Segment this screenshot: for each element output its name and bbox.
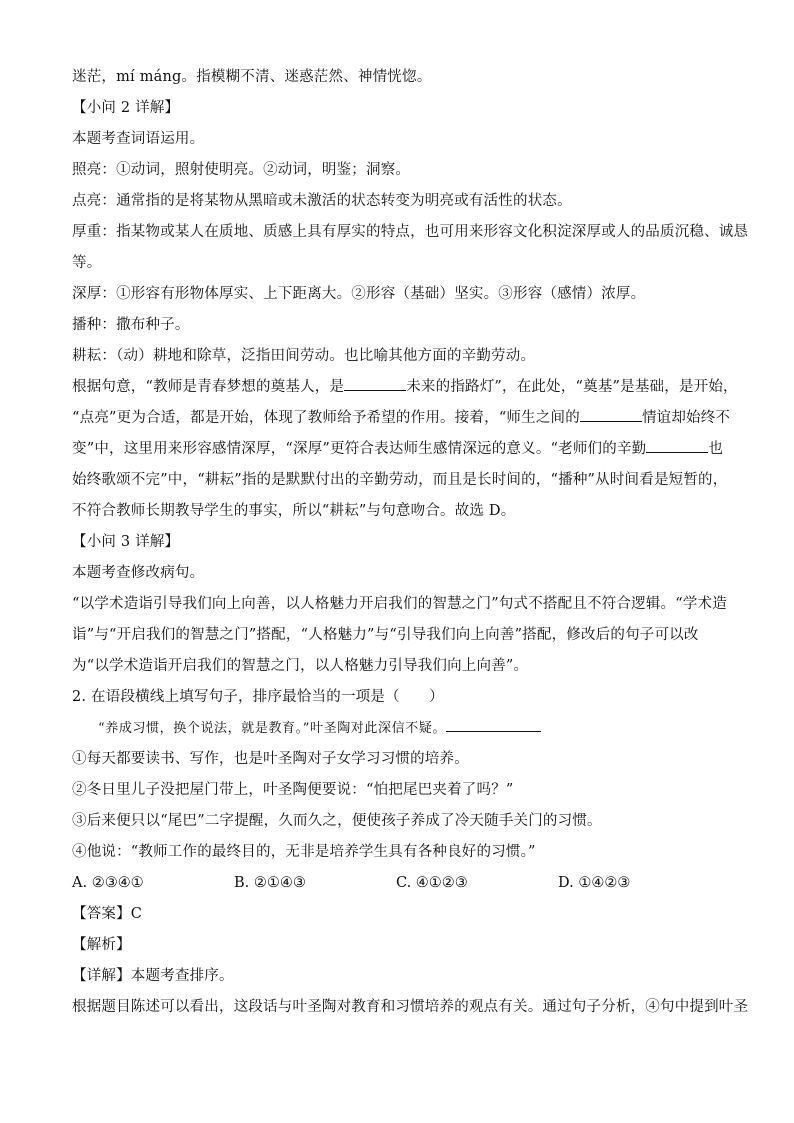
text-line: 深厚：①形容有形物体厚实、上下距离大。②形容（基础）坚实。③形容（感情）浓厚。 [72, 286, 646, 302]
fill-blank [580, 420, 642, 422]
text-segment: 根据句意，“教师是青春梦想的奠基人，是 [72, 379, 345, 395]
detail-heading: 【详解】本题考查排序。 [72, 968, 234, 984]
section-heading: 【小问 3 详解】 [72, 534, 180, 550]
text-line: 本题考查修改病句。 [72, 565, 205, 581]
answer-line: 【答案】C [72, 906, 143, 922]
text-line: “以学术造诣引导我们向上向善，以人格魅力开启我们的智慧之门”句式不搭配且不符合逻辑。“学术造 [72, 596, 727, 612]
option-d: D. ①④②③ [558, 875, 631, 891]
text-line: 本题考查词语运用。 [72, 131, 205, 147]
answer-options [72, 868, 732, 899]
option-b: B. ②①④③ [234, 875, 306, 891]
document-page [72, 62, 749, 1023]
text-line [72, 403, 732, 434]
text-line: 诣”与“开启我们的智慧之门”搭配，“人格魅力”与“引导我们向上向善”搭配，修改后的句子可以改 [72, 627, 699, 643]
text-line [72, 434, 732, 465]
text-line [72, 372, 738, 403]
text-segment: “点亮”更为合适，都是开始，体现了教师给予希望的作用。接着，“师生之间的 [72, 410, 580, 426]
analysis-heading: 【解析】 [72, 937, 131, 953]
text-line: 不符合教师长期教导学生的事实，所以“耕耘”与句意吻合。故选 D。 [72, 503, 516, 519]
passage-line [72, 713, 732, 744]
fill-blank [446, 730, 541, 732]
text-line: 根据题目陈述可以看出，这段话与叶圣陶对教育和习惯培养的观点有关。通过句子分析，④句中提到叶圣 [72, 999, 749, 1015]
fill-blank [646, 451, 708, 453]
text-line: 始终歌颂不完”中，“耕耘”指的是默默付出的辛勤劳动，而且是长时间的，“播种”从时间看是短暂的， [72, 472, 728, 488]
sentence-4: ④他说：“教师工作的最终目的，无非是培养学生具有各种良好的习惯。” [72, 844, 536, 860]
text-segment: “养成习惯，换个说法，就是教育。”叶圣陶对此深信不疑。 [98, 721, 446, 736]
option-a: A. ②③④① [72, 875, 144, 891]
text-line: 迷茫，mí máng。指模糊不清、迷惑茫然、神情恍惚。 [72, 69, 432, 85]
option-c: C. ④①②③ [396, 875, 468, 891]
section-heading: 【小问 2 详解】 [72, 100, 180, 116]
text-segment: 变”中，这里用来形容感情深厚，“深厚”更符合表达师生感情深远的意义。“老师们的辛勤 [72, 441, 647, 457]
text-line: 等。 [72, 255, 102, 271]
fill-blank [344, 389, 406, 391]
sentence-3: ③后来便只以“尾巴”二字提醒，久而久之，便使孩子养成了冷天随手关门的习惯。 [72, 813, 602, 829]
text-line: 播种：撒布种子。 [72, 317, 190, 333]
text-line: 厚重：指某物或某人在质地、质感上具有厚实的特点，也可用来形容文化积淀深厚或人的品质沉稳、诚恳 [72, 224, 749, 240]
question-stem: 2. 在语段横线上填写句子，排序最恰当的一项是（ ） [72, 689, 444, 705]
text-line: 照亮：①动词，照射使明亮。②动词，明鉴；洞察。 [72, 162, 411, 178]
sentence-1: ①每天都要读书、写作，也是叶圣陶对子女学习习惯的培养。 [72, 751, 469, 767]
text-segment: 未来的指路灯”，在此处，“奠基”是基础，是开始， [406, 379, 738, 395]
text-segment: 也 [708, 441, 724, 457]
text-line: 点亮：通常指的是将某物从黑暗或未激活的状态转变为明亮或有活性的状态。 [72, 193, 572, 209]
text-line: 耕耘：（动）耕地和除草，泛指田间劳动。也比喻其他方面的辛勤劳动。 [72, 348, 536, 364]
text-segment: 情谊却始终不 [641, 410, 731, 426]
sentence-2: ②冬日里儿子没把屋门带上，叶圣陶便要说：“怕把尾巴夹着了吗？” [72, 782, 514, 798]
text-line: 为“以学术造诣开启我们的智慧之门，以人格魅力引导我们向上向善”。 [72, 658, 529, 674]
